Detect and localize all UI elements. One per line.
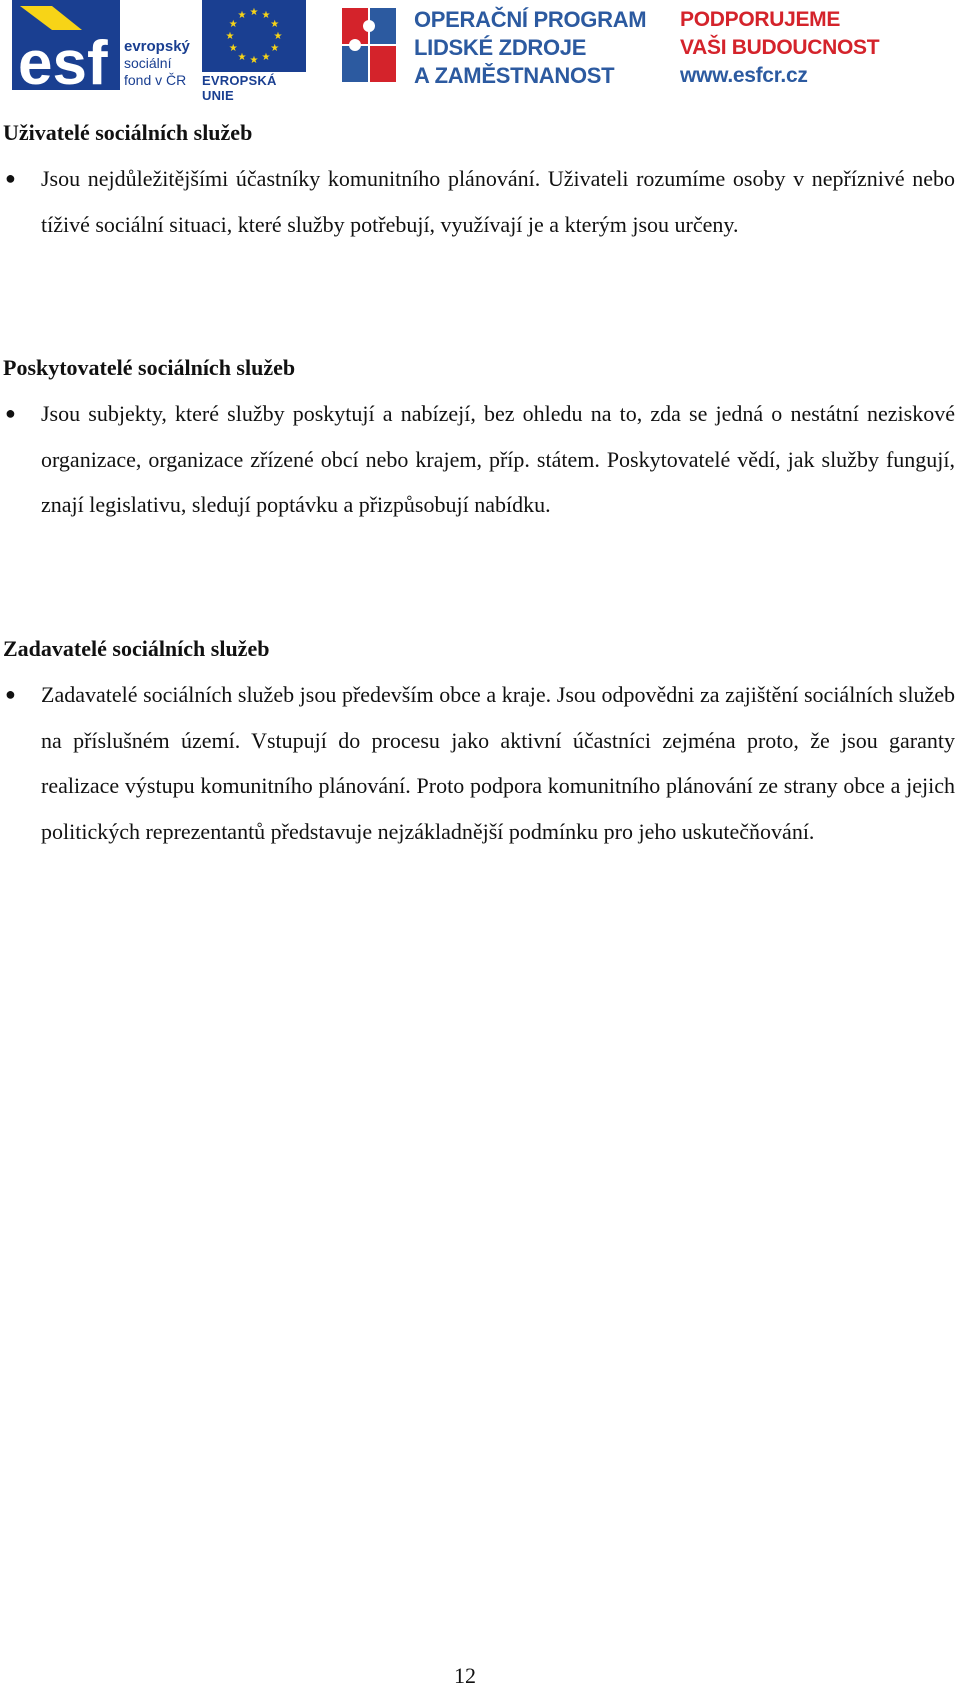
eu-star-icon: ★: [249, 7, 259, 18]
eu-flag-icon: [202, 0, 306, 72]
esf-line-2: sociální: [124, 55, 172, 71]
item-text: Jsou nejdůležitějšími účastníky komunitního plánování. Uživateli rozumíme osoby v nepříznivé nebo tíživé sociální situaci, které služby potřebují, využívají je a kterým jsou určeny.: [41, 166, 955, 237]
eu-star-icon: ★: [225, 31, 235, 42]
list-item: [3, 391, 955, 528]
op-line-1: OPERAČNÍ PROGRAM: [414, 7, 647, 32]
eu-star-icon: ★: [261, 10, 271, 22]
section-heading: Zadavatelé sociálních služeb: [3, 636, 270, 661]
page-number: 12: [454, 1663, 476, 1688]
section-providers: [3, 353, 955, 528]
section-heading: Uživatelé sociálních služeb: [3, 120, 253, 145]
op-program-text: [414, 6, 664, 90]
eu-label: EVROPSKÁ UNIE: [202, 73, 277, 103]
list-item: [3, 672, 955, 854]
section-heading: Poskytovatelé sociálních služeb: [3, 355, 296, 380]
esf-text: [124, 38, 204, 89]
item-text: Jsou subjekty, které služby poskytují a nabízejí, bez ohledu na to, zda se jedná o nestátní neziskové organizace, organizace zřízené obcí nebo krajem, příp. státem. Poskytovatelé vědí, jak služby fungují, znají legislativu, sledují poptávku a přizpůsobují nabídku.: [41, 401, 955, 517]
eu-star-icon: ★: [228, 19, 238, 30]
esf-line-1: evropský: [124, 38, 190, 55]
eu-star-icon: ★: [270, 19, 280, 30]
bullet-icon: ●: [5, 403, 16, 423]
support-url[interactable]: www.esfcr.cz: [680, 64, 808, 87]
bullet-icon: ●: [5, 168, 16, 188]
op-line-2: LIDSKÉ ZDROJE: [414, 35, 587, 60]
eu-star-icon: ★: [270, 43, 280, 54]
svg-text:esf: esf: [18, 29, 108, 90]
support-line-1: PODPORUJEME: [680, 8, 841, 31]
item-text: Zadavatelé sociálních služeb jsou především obce a kraje. Jsou odpovědni za zajištění sociálních služeb na příslušném území. Vstupují do procesu jako aktivní účastníci zejména proto, že jsou garanty realizace výstupu komunitního plánování. Proto podpora komunitního plánování ze strany obce a jejich politických reprezentantů představuje nejzákladnější podmínku pro jeho uskutečňování.: [41, 682, 955, 844]
eu-star-icon: ★: [228, 43, 238, 54]
support-line-2: VAŠI BUDOUCNOST: [680, 36, 880, 59]
bullet-icon: ●: [5, 684, 16, 704]
section-commissioners: [3, 634, 955, 854]
op-puzzle-icon: [340, 2, 400, 88]
header-banner: [0, 0, 960, 103]
eu-star-icon: ★: [237, 10, 247, 22]
support-text: [680, 6, 950, 90]
eu-star-icon: ★: [249, 55, 259, 66]
eu-star-icon: ★: [273, 31, 283, 42]
eu-star-icon: ★: [237, 51, 247, 63]
section-users: [3, 118, 955, 247]
list-item: [3, 156, 955, 247]
op-line-3: A ZAMĚSTNANOST: [414, 63, 615, 88]
eu-star-icon: ★: [261, 51, 271, 63]
esf-line-3: fond v ČR: [124, 72, 187, 88]
